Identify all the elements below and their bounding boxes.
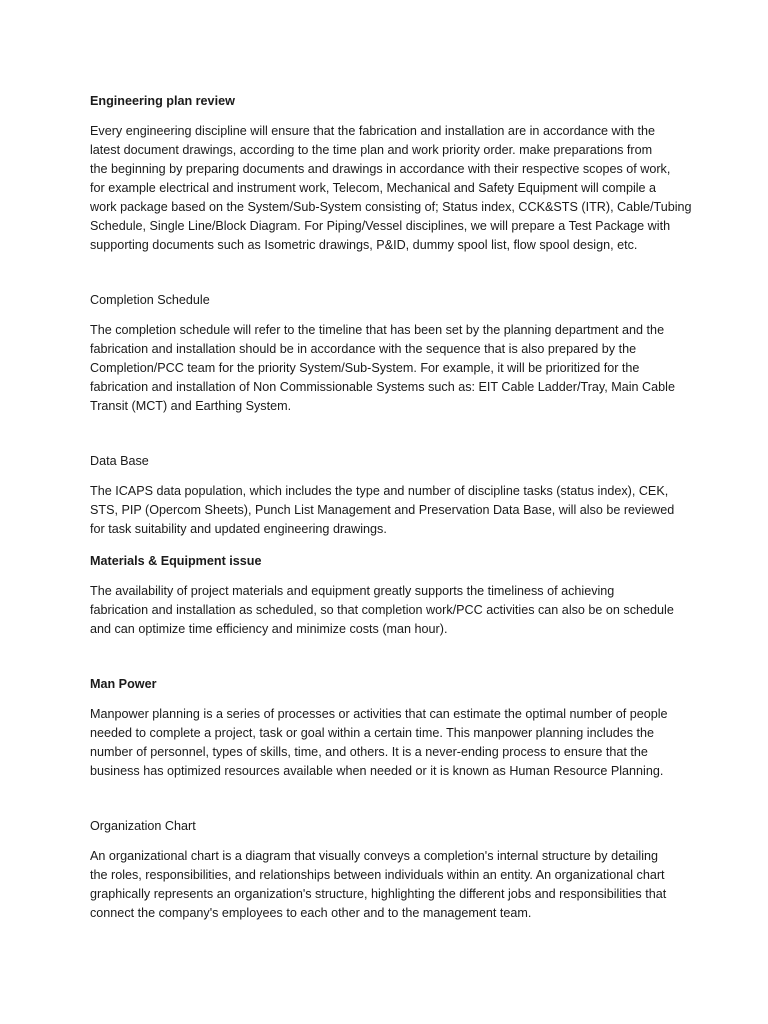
paragraph-line: Every engineering discipline will ensure that the fabrication and installation are in accordance with the [90, 124, 655, 138]
section-completion-schedule [90, 291, 688, 416]
section-paragraph [90, 705, 688, 781]
section-man-power [90, 675, 688, 781]
paragraph-line: Completion/PCC team for the priority System/Sub-System. For example, it will be prioritized for the [90, 361, 640, 375]
paragraph-line: supporting documents such as Isometric drawings, P&ID, dummy spool list, flow spool design, etc. [90, 238, 638, 252]
section-engineering-plan-review [90, 92, 692, 255]
section-materials-equipment-issue [90, 552, 688, 639]
paragraph-line: The availability of project materials and equipment greatly supports the timeliness of achieving [90, 584, 615, 598]
paragraph-line: latest document drawings, according to the time plan and work priority order. make preparations from [90, 143, 653, 157]
paragraph-line: Schedule, Single Line/Block Diagram. For Piping/Vessel disciplines, we will prepare a Test Package with [90, 219, 671, 233]
section-heading: Engineering plan review [90, 94, 235, 108]
section-heading: Completion Schedule [90, 293, 210, 307]
paragraph-line: fabrication and installation of Non Commissionable Systems such as: EIT Cable Ladder/Tray, Main Cable [90, 380, 675, 394]
section-data-base [90, 452, 688, 539]
section-heading: Data Base [90, 454, 149, 468]
section-heading: Organization Chart [90, 819, 196, 833]
paragraph-line: fabrication and installation as scheduled, so that completion work/PCC activities can also be on schedule [90, 603, 674, 617]
paragraph-line: number of personnel, types of skills, time, and others. It is a never-ending process to ensure that the [90, 745, 648, 759]
section-heading: Man Power [90, 677, 157, 691]
paragraph-line: and can optimize time efficiency and minimize costs (man hour). [90, 622, 448, 636]
paragraph-line: Manpower planning is a series of processes or activities that can estimate the optimal number of people [90, 707, 668, 721]
section-paragraph [90, 847, 688, 923]
section-paragraph [90, 321, 688, 416]
paragraph-line: The ICAPS data population, which includes the type and number of discipline tasks (status index), CEK, [90, 484, 669, 498]
section-heading: Materials & Equipment issue [90, 554, 262, 568]
paragraph-line: business has optimized resources available when needed or it is known as Human Resource Planning. [90, 764, 664, 778]
paragraph-line: An organizational chart is a diagram that visually conveys a completion's internal structure by detailing [90, 849, 659, 863]
paragraph-line: The completion schedule will refer to the timeline that has been set by the planning department and the [90, 323, 665, 337]
paragraph-line: STS, PIP (Opercom Sheets), Punch List Management and Preservation Data Base, will also be reviewed [90, 503, 675, 517]
section-paragraph [90, 122, 692, 255]
paragraph-line: connect the company's employees to each other and to the management team. [90, 906, 532, 920]
paragraph-line: Transit (MCT) and Earthing System. [90, 399, 292, 413]
section-organization-chart [90, 817, 688, 923]
paragraph-line: for example electrical and instrument work, Telecom, Mechanical and Safety Equipment will compile a [90, 181, 657, 195]
paragraph-line: graphically represents an organization's structure, highlighting the different jobs and responsibilities that [90, 887, 667, 901]
paragraph-line: the beginning by preparing documents and drawings in accordance with their respective scopes of work, [90, 162, 671, 176]
paragraph-line: work package based on the System/Sub-System consisting of; Status index, CCK&STS (ITR), Cable/Tubing [90, 200, 692, 214]
section-paragraph [90, 482, 688, 539]
paragraph-line: for task suitability and updated engineering drawings. [90, 522, 387, 536]
paragraph-line: needed to complete a project, task or goal within a certain time. This manpower planning includes the [90, 726, 655, 740]
section-paragraph [90, 582, 688, 639]
paragraph-line: the roles, responsibilities, and relationships between individuals within an entity. An organizational chart [90, 868, 665, 882]
paragraph-line: fabrication and installation should be in accordance with the sequence that is also prepared by the [90, 342, 637, 356]
